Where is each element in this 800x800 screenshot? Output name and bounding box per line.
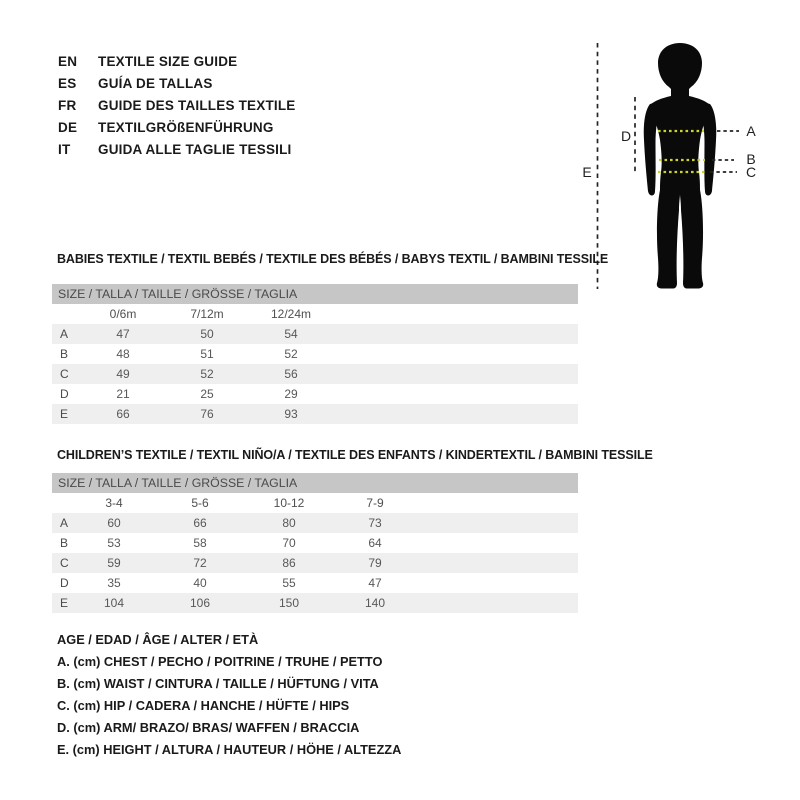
table-row <box>52 553 578 573</box>
filler-cell <box>436 513 578 533</box>
label-b-waist: B <box>746 151 756 167</box>
cell: 53 <box>107 536 121 550</box>
col-header: 7/12m <box>190 307 224 321</box>
lang-row-es <box>58 72 296 94</box>
col-header: 0/6m <box>109 307 137 321</box>
lang-code: IT <box>58 141 71 157</box>
child-right-arm <box>700 104 716 196</box>
row-label: B <box>60 347 69 361</box>
lang-title: GUÍA DE TALLAS <box>98 75 213 91</box>
children-column-header-row <box>52 493 578 513</box>
col-header: 12/24m <box>270 307 312 321</box>
legend-age: AGE / EDAD / ÂGE / ALTER / ETÀ <box>57 632 259 647</box>
cell: 66 <box>193 516 207 530</box>
filler-cell <box>436 573 578 593</box>
cell: 54 <box>284 327 298 341</box>
cell: 49 <box>116 367 130 381</box>
cell: 48 <box>116 347 130 361</box>
legend-arm: D. (cm) ARM/ BRAZO/ BRAS/ WAFFEN / BRACCIA <box>57 720 360 735</box>
row-label: E <box>60 407 69 421</box>
cell: 35 <box>107 576 121 590</box>
cell: 70 <box>282 536 296 550</box>
cell: 60 <box>107 516 121 530</box>
col-header: 10-12 <box>273 496 305 510</box>
lang-code: FR <box>58 97 77 113</box>
size-header-bar: SIZE / TALLA / TAILLE / GRÖSSE / TAGLIA <box>52 284 578 304</box>
corner-cell <box>52 493 92 513</box>
col-header: 5-6 <box>191 496 209 510</box>
cell: 47 <box>368 576 382 590</box>
child-body-silhouette <box>650 43 710 289</box>
cell: 80 <box>282 516 296 530</box>
lang-code: ES <box>58 75 77 91</box>
cell: 59 <box>107 556 121 570</box>
table-row <box>52 533 578 553</box>
table-row <box>52 513 578 533</box>
filler-cell <box>322 344 578 364</box>
col-header: 3-4 <box>105 496 123 510</box>
measurement-legend <box>57 629 401 761</box>
babies-column-header-row <box>52 304 578 324</box>
cell: 25 <box>200 387 214 401</box>
lang-title: TEXTILGRÖßENFÜHRUNG <box>98 119 274 135</box>
cell: 52 <box>200 367 214 381</box>
cell: 58 <box>193 536 207 550</box>
cell: 150 <box>278 596 300 610</box>
table-row <box>52 344 578 364</box>
cell: 66 <box>116 407 130 421</box>
corner-cell <box>52 304 92 324</box>
lang-title: GUIDA ALLE TAGLIE TESSILI <box>98 141 292 157</box>
cell: 50 <box>200 327 214 341</box>
cell: 79 <box>368 556 382 570</box>
cell: 93 <box>284 407 298 421</box>
legend-height: E. (cm) HEIGHT / ALTURA / HAUTEUR / HÖHE / ALTEZZA <box>57 742 402 757</box>
cell: 47 <box>116 327 130 341</box>
table-row <box>52 404 578 424</box>
cell: 76 <box>200 407 214 421</box>
filler-cell <box>436 493 578 513</box>
lang-code: DE <box>58 119 78 135</box>
children-size-table <box>52 473 578 613</box>
cell: 106 <box>189 596 211 610</box>
cell: 140 <box>364 596 386 610</box>
cell: 52 <box>284 347 298 361</box>
filler-cell <box>322 384 578 404</box>
cell: 73 <box>368 516 382 530</box>
language-title-list <box>58 50 296 160</box>
filler-cell <box>436 593 578 613</box>
table-row <box>52 324 578 344</box>
cell: 21 <box>116 387 130 401</box>
filler-cell <box>436 553 578 573</box>
cell: 56 <box>284 367 298 381</box>
filler-cell <box>322 364 578 384</box>
cell: 72 <box>193 556 207 570</box>
legend-chest: A. (cm) CHEST / PECHO / POITRINE / TRUHE / PETTO <box>57 654 383 669</box>
lang-title: GUIDE DES TAILLES TEXTILE <box>98 97 296 113</box>
size-header-bar: SIZE / TALLA / TAILLE / GRÖSSE / TAGLIA <box>52 473 578 493</box>
legend-waist: B. (cm) WAIST / CINTURA / TAILLE / HÜFTUNG / VITA <box>57 676 379 691</box>
cell: 64 <box>368 536 382 550</box>
row-label: B <box>60 536 69 550</box>
filler-cell <box>322 304 578 324</box>
lang-row-en <box>58 50 296 72</box>
babies-size-table <box>52 284 578 424</box>
cell: 51 <box>200 347 214 361</box>
children-section-title: CHILDREN’S TEXTILE / TEXTIL NIÑO/A / TEXTILE DES ENFANTS / KINDERTEXTIL / BAMBINI TESSILE <box>57 448 653 462</box>
label-d-arm: D <box>620 128 632 144</box>
row-label: C <box>60 367 69 381</box>
filler-cell <box>322 324 578 344</box>
label-c-hip: C <box>745 164 757 180</box>
table-row <box>52 384 578 404</box>
lang-row-de <box>58 116 296 138</box>
cell: 86 <box>282 556 296 570</box>
table-row <box>52 573 578 593</box>
cell: 29 <box>284 387 298 401</box>
lang-row-it <box>58 138 296 160</box>
row-label: D <box>60 387 69 401</box>
lang-row-fr <box>58 94 296 116</box>
lang-code: EN <box>58 53 78 69</box>
row-label: C <box>60 556 69 570</box>
label-e-height: E <box>582 164 592 180</box>
child-left-arm <box>644 104 660 196</box>
filler-cell <box>322 404 578 424</box>
row-label: E <box>60 596 69 610</box>
filler-cell <box>436 533 578 553</box>
label-a-chest: A <box>746 123 756 139</box>
cell: 104 <box>103 596 125 610</box>
row-label: D <box>60 576 69 590</box>
lang-title: TEXTILE SIZE GUIDE <box>98 53 238 69</box>
row-label: A <box>60 327 69 341</box>
cell: 55 <box>282 576 296 590</box>
cell: 40 <box>193 576 207 590</box>
legend-hip: C. (cm) HIP / CADERA / HANCHE / HÜFTE / HIPS <box>57 698 350 713</box>
table-row <box>52 593 578 613</box>
row-label: A <box>60 516 69 530</box>
table-row <box>52 364 578 384</box>
babies-section-title: BABIES TEXTILE / TEXTIL BEBÉS / TEXTILE DES BÉBÉS / BABYS TEXTIL / BAMBINI TESSILE <box>57 252 609 266</box>
col-header: 7-9 <box>366 496 384 510</box>
